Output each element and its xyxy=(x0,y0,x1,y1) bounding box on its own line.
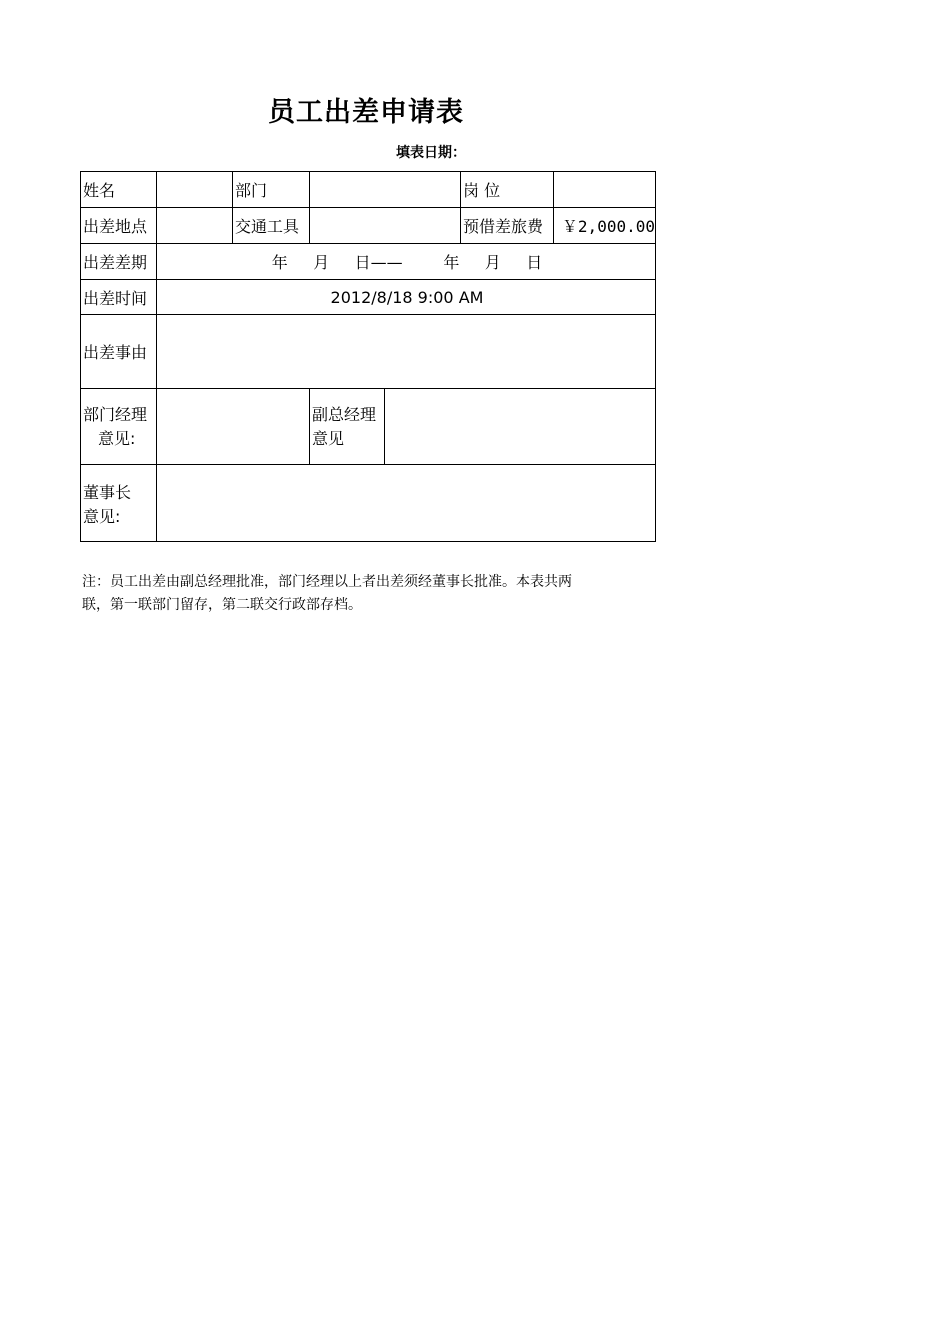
position-value[interactable] xyxy=(554,172,656,208)
destination-label: 出差地点 xyxy=(81,208,157,244)
dept-manager-label xyxy=(81,389,157,465)
form-title: 员工出差申请表 xyxy=(268,97,464,128)
footnote-line2: 联，第一联部门留存，第二联交行政部存档。 xyxy=(82,597,362,613)
row-destination xyxy=(81,208,656,244)
row-chairman xyxy=(81,465,656,542)
period-label: 出差差期 xyxy=(81,244,157,280)
position-label: 岗 位 xyxy=(461,172,554,208)
reason-label: 出差事由 xyxy=(81,315,157,389)
transport-label: 交通工具 xyxy=(233,208,310,244)
advance-value[interactable]: ￥2,000.00 xyxy=(554,208,656,244)
reason-value[interactable] xyxy=(157,315,656,389)
row-period xyxy=(81,244,656,280)
destination-value[interactable] xyxy=(157,208,233,244)
dept-manager-label-line1: 部门经理 xyxy=(83,405,148,424)
row-time xyxy=(81,280,656,315)
fill-date-label: 填表日期： xyxy=(396,145,466,161)
footnote-line1: 注：员工出差由副总经理批准，部门经理以上者出差须经董事长批准。本表共两 xyxy=(82,574,572,590)
vp-value[interactable] xyxy=(385,389,656,465)
name-value[interactable] xyxy=(157,172,233,208)
footnote xyxy=(82,571,652,617)
department-label: 部门 xyxy=(233,172,310,208)
chairman-label xyxy=(81,465,157,542)
transport-value[interactable] xyxy=(310,208,461,244)
vp-label-line1: 副总经理 xyxy=(312,405,377,424)
advance-label: 预借差旅费 xyxy=(461,208,554,244)
row-reason xyxy=(81,315,656,389)
department-value[interactable] xyxy=(310,172,461,208)
vp-label-line2: 意见 xyxy=(312,429,345,448)
period-value[interactable] xyxy=(157,244,656,280)
name-label: 姓名 xyxy=(81,172,157,208)
dept-manager-label-line2: 意见: xyxy=(98,429,136,448)
period-value-text: 年 月 日—— 年 月 日 xyxy=(271,253,543,272)
time-label: 出差时间 xyxy=(81,280,157,315)
chairman-label-line2: 意见: xyxy=(83,507,121,526)
travel-request-table xyxy=(80,171,656,542)
dept-manager-value[interactable] xyxy=(157,389,310,465)
row-name xyxy=(81,172,656,208)
vp-label xyxy=(310,389,385,465)
chairman-label-line1: 董事长 xyxy=(83,483,132,502)
time-value[interactable]: 2012/8/18 9:00 AM xyxy=(157,280,656,315)
chairman-value[interactable] xyxy=(157,465,656,542)
row-approvals xyxy=(81,389,656,465)
